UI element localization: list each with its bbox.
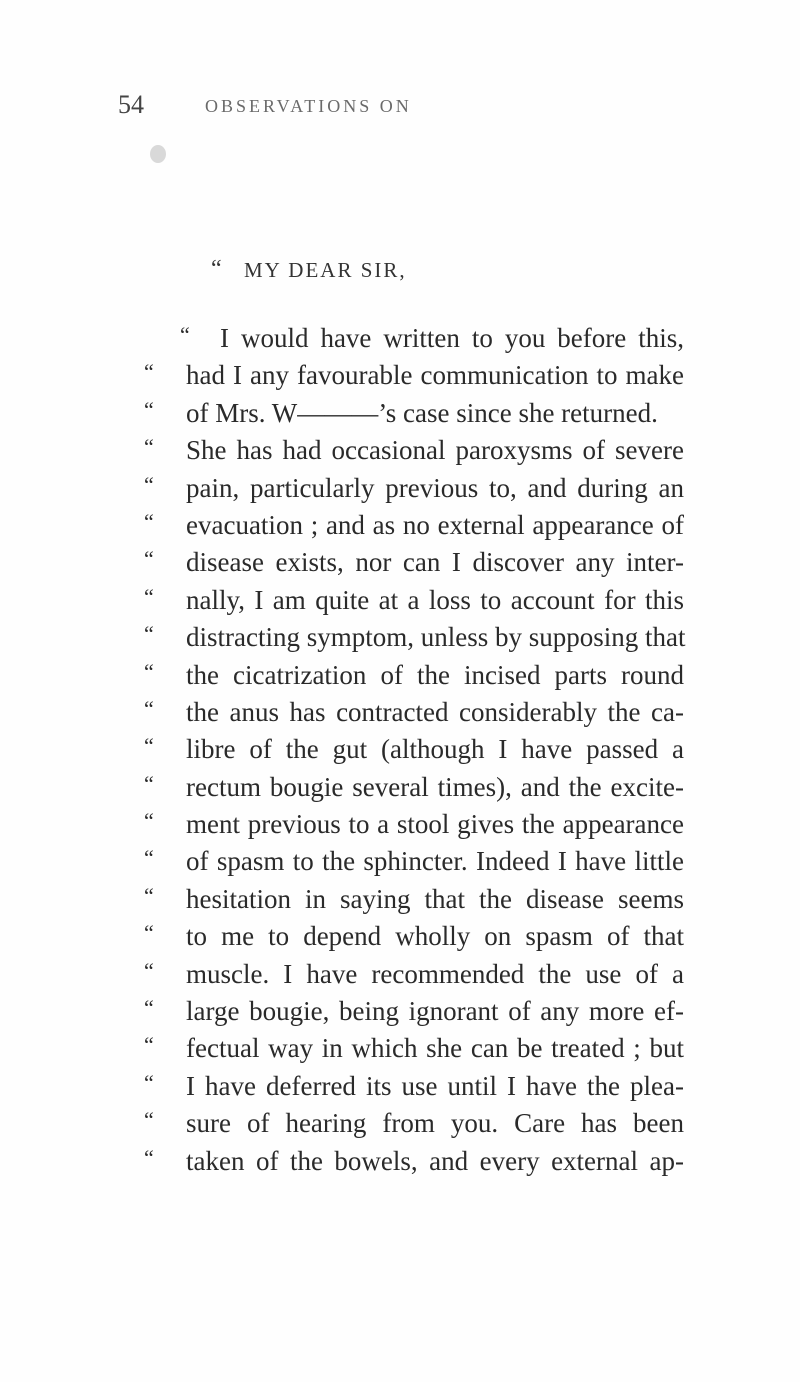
quote-mark: “ [144,396,154,422]
text-line [0,470,800,507]
line-text: evacuation ; and as no external appearance of [186,509,684,540]
quote-mark: “ [144,770,154,796]
quote-mark: “ [144,845,154,871]
quote-mark: “ [144,546,154,572]
opening-quote: “ [211,256,222,282]
text-line [0,918,800,955]
text-line [0,806,800,843]
text-line [0,956,800,993]
quote-mark: “ [144,434,154,460]
running-head: OBSERVATIONS ON [205,96,412,116]
text-line [0,993,800,1030]
salutation [0,256,800,286]
quote-mark: “ [144,1144,154,1170]
line-text: sure of hearing from you. Care has been [186,1108,684,1139]
text-line [0,1105,800,1142]
text-line [0,694,800,731]
line-text: nally, I am quite at a loss to account for this [186,584,684,615]
text-line [0,731,800,768]
text-line [0,507,800,544]
quote-mark: “ [144,1069,154,1095]
line-text: distracting symptom, unless by supposing that [186,622,686,653]
quote-mark: “ [180,322,190,347]
line-text: disease exists, nor can I discover any inter- [186,547,684,578]
letter-body [0,320,800,1180]
line-text: of spasm to the sphincter. Indeed I have little [186,846,684,877]
quote-mark: “ [144,583,154,609]
text-line [0,357,800,394]
line-text: I would have written to you before this, [220,323,684,353]
text-line [0,432,800,469]
quote-mark: “ [144,995,154,1021]
quote-mark: “ [144,957,154,983]
line-text: of Mrs. W———’s case since she returned. [186,397,658,428]
text-line [0,1030,800,1067]
quote-mark: “ [144,471,154,497]
quote-mark: “ [144,733,154,759]
quote-mark: “ [144,621,154,647]
line-text: large bougie, being ignorant of any more ef- [186,996,684,1027]
line-text: rectum bougie several times), and the excite- [186,771,684,802]
line-text: libre of the gut (although I have passed a [186,734,684,765]
line-text: to me to depend wholly on spasm of that [186,921,684,952]
quote-mark: “ [144,658,154,684]
quote-mark: “ [144,695,154,721]
text-line [0,544,800,581]
line-text: I have deferred its use until I have the plea- [186,1070,684,1101]
line-text: taken of the bowels, and every external ap- [186,1145,684,1176]
ink-smudge [150,145,166,163]
quote-mark: “ [144,920,154,946]
text-line [0,769,800,806]
line-text: ment previous to a stool gives the appearance [186,809,684,840]
line-text: the anus has contracted considerably the ca- [186,696,684,727]
line-text: pain, particularly previous to, and during an [186,472,684,503]
text-line [0,619,800,656]
quote-mark: “ [144,1032,154,1058]
text-line [0,881,800,918]
quote-mark: “ [144,359,154,385]
line-text: fectual way in which she can be treated ; but [186,1033,684,1064]
text-line [0,657,800,694]
line-text: muscle. I have recommended the use of a [186,958,684,989]
page-number: 54 [118,90,144,119]
line-text: the cicatrization of the incised parts round [186,659,684,690]
line-text: had I any favourable communication to make [186,360,684,391]
quote-mark: “ [144,808,154,834]
text-line [0,320,800,357]
text-line [0,1068,800,1105]
salutation-text: MY DEAR SIR, [244,258,407,282]
quote-mark: “ [144,882,154,908]
line-text: hesitation in saying that the disease seems [186,883,684,914]
line-text: She has had occasional paroxysms of severe [186,435,684,466]
text-line [0,582,800,619]
text-line [0,395,800,432]
text-line [0,1143,800,1180]
text-line [0,843,800,880]
quote-mark: “ [144,508,154,534]
page-header [0,90,800,130]
quote-mark: “ [144,1107,154,1133]
